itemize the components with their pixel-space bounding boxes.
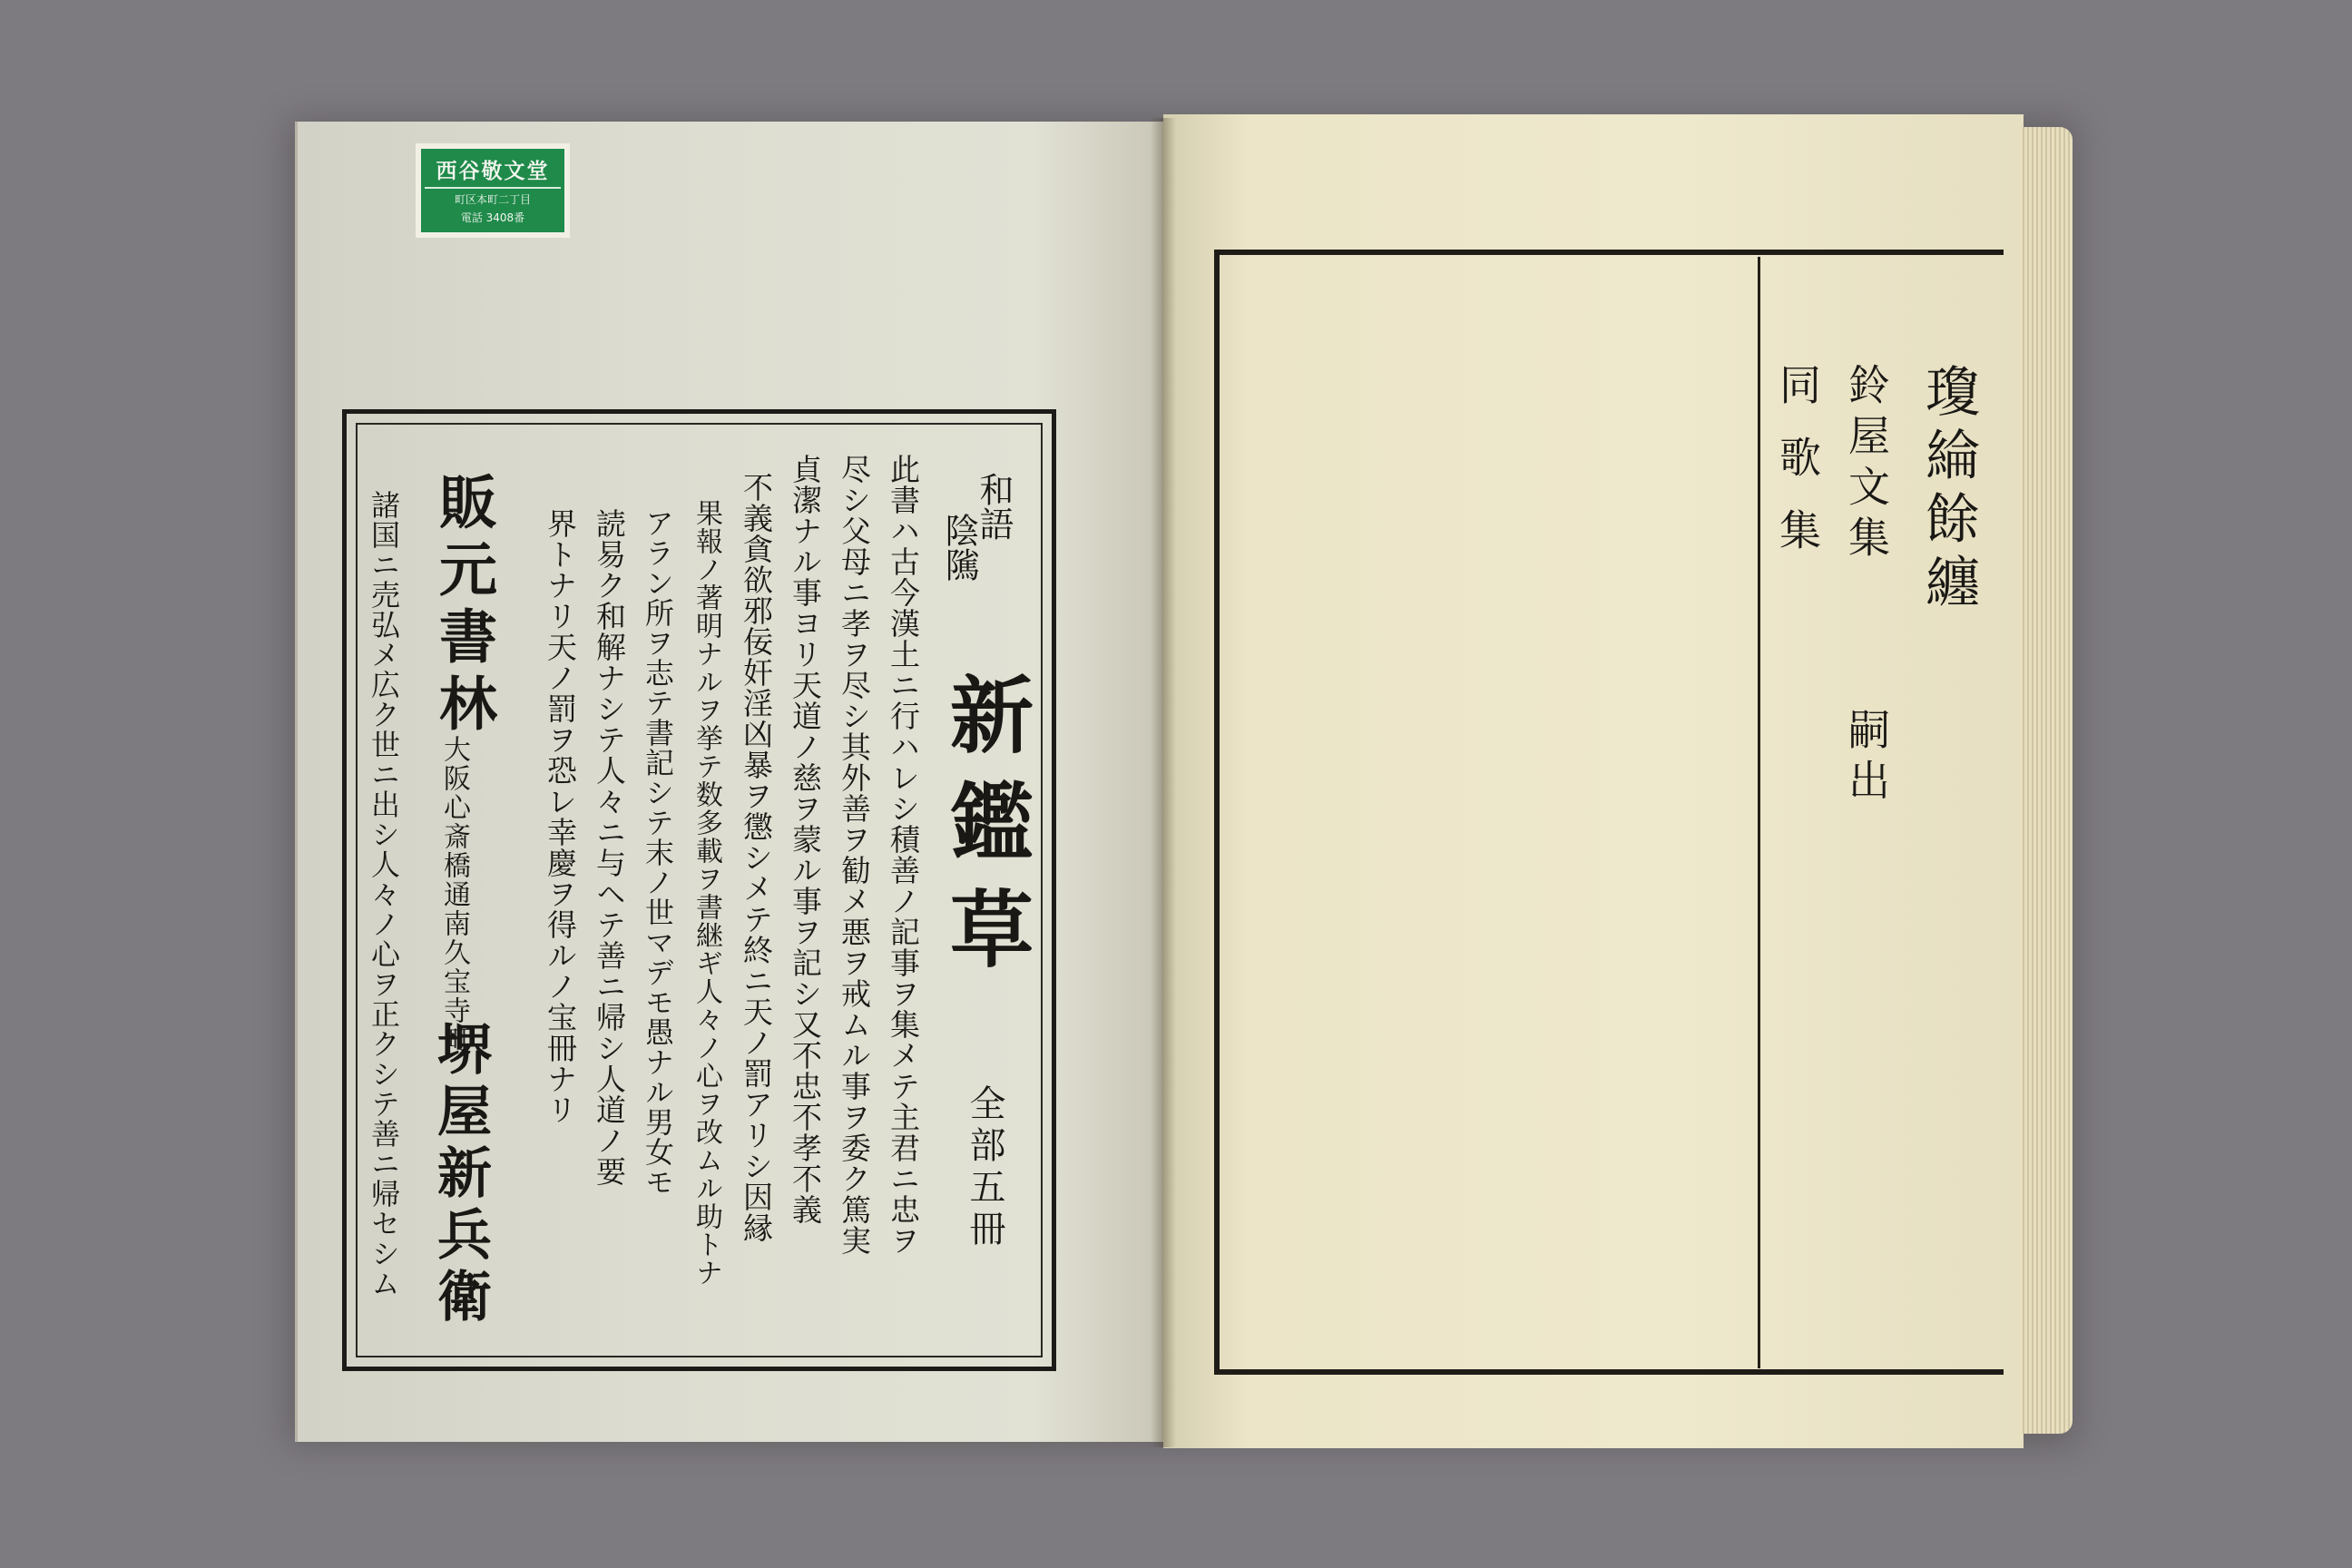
title-prefix-top: 和語	[974, 472, 1014, 541]
library-stamp	[416, 143, 570, 238]
stamp-address: 町区本町二丁目	[454, 193, 531, 206]
stamp-title: 西谷敬文堂	[425, 154, 561, 189]
volume-count: 全部五冊	[964, 1084, 1005, 1251]
page-edges	[2020, 127, 2073, 1434]
publisher-address: 大阪心斎橋通南久宝寺町	[438, 735, 470, 1054]
body-column-2: 尽シ父母ニ孝ヲ尽シ其外善ヲ勧メ悪ヲ戒ムル事ヲ委ク篤実	[837, 454, 872, 1256]
advert-title: 瓊綸餘纏	[1916, 363, 1980, 617]
title-prefix-bottom: 陰隲	[939, 513, 979, 582]
body-column-7: 読易ク和解ナシテ人々ニ与ヘテ善ニ帰シ人道ノ要	[592, 508, 627, 1187]
stamp-phone: 電話 3408番	[460, 211, 525, 224]
advert-line-3: 同歌集	[1773, 363, 1822, 581]
body-column-1: 此書ハ古今漢土ニ行ハレシ積善ノ記事ヲ集メテ主君ニ忠ヲ	[886, 454, 921, 1256]
colophon-title: 新鑑草	[936, 671, 1034, 993]
body-column-8: 界トナリ天ノ罰ヲ恐レ幸慶ヲ得ルノ宝冊ナリ	[543, 508, 578, 1125]
colophon-footer: 諸国ニ売弘メ広ク世ニ出シ人々ノ心ヲ正クシテ善ニ帰セシム	[367, 490, 401, 1298]
show-through-ghost-2	[1352, 299, 1436, 1018]
advert-line-2: 鈴屋文集	[1842, 363, 1891, 566]
body-column-3: 貞潔ナル事ヨリ天道ノ慈ヲ蒙ル事ヲ記シ又不忠不孝不義	[788, 454, 823, 1225]
publisher-name: 堺屋新兵衛	[428, 1021, 492, 1329]
advert-forthcoming-label: 嗣出	[1842, 708, 1891, 809]
publisher-label: 販元書林	[429, 472, 497, 740]
body-column-6: アラン所ヲ志テ書記シテ末ノ世マデモ愚ナル男女モ	[641, 508, 675, 1197]
show-through-ghost-1	[1261, 299, 1345, 1018]
body-column-5: 果報ノ著明ナルヲ挙テ数多載ヲ書継ギ人々ノ心ヲ改ムル助トナ	[691, 499, 722, 1287]
advert-divider	[1758, 257, 1760, 1368]
book-gutter	[1151, 118, 1176, 1447]
body-column-4: 不義貪欲邪佞奸淫凶暴ヲ懲シメテ終ニ天ノ罰アリシ因縁	[739, 472, 774, 1243]
